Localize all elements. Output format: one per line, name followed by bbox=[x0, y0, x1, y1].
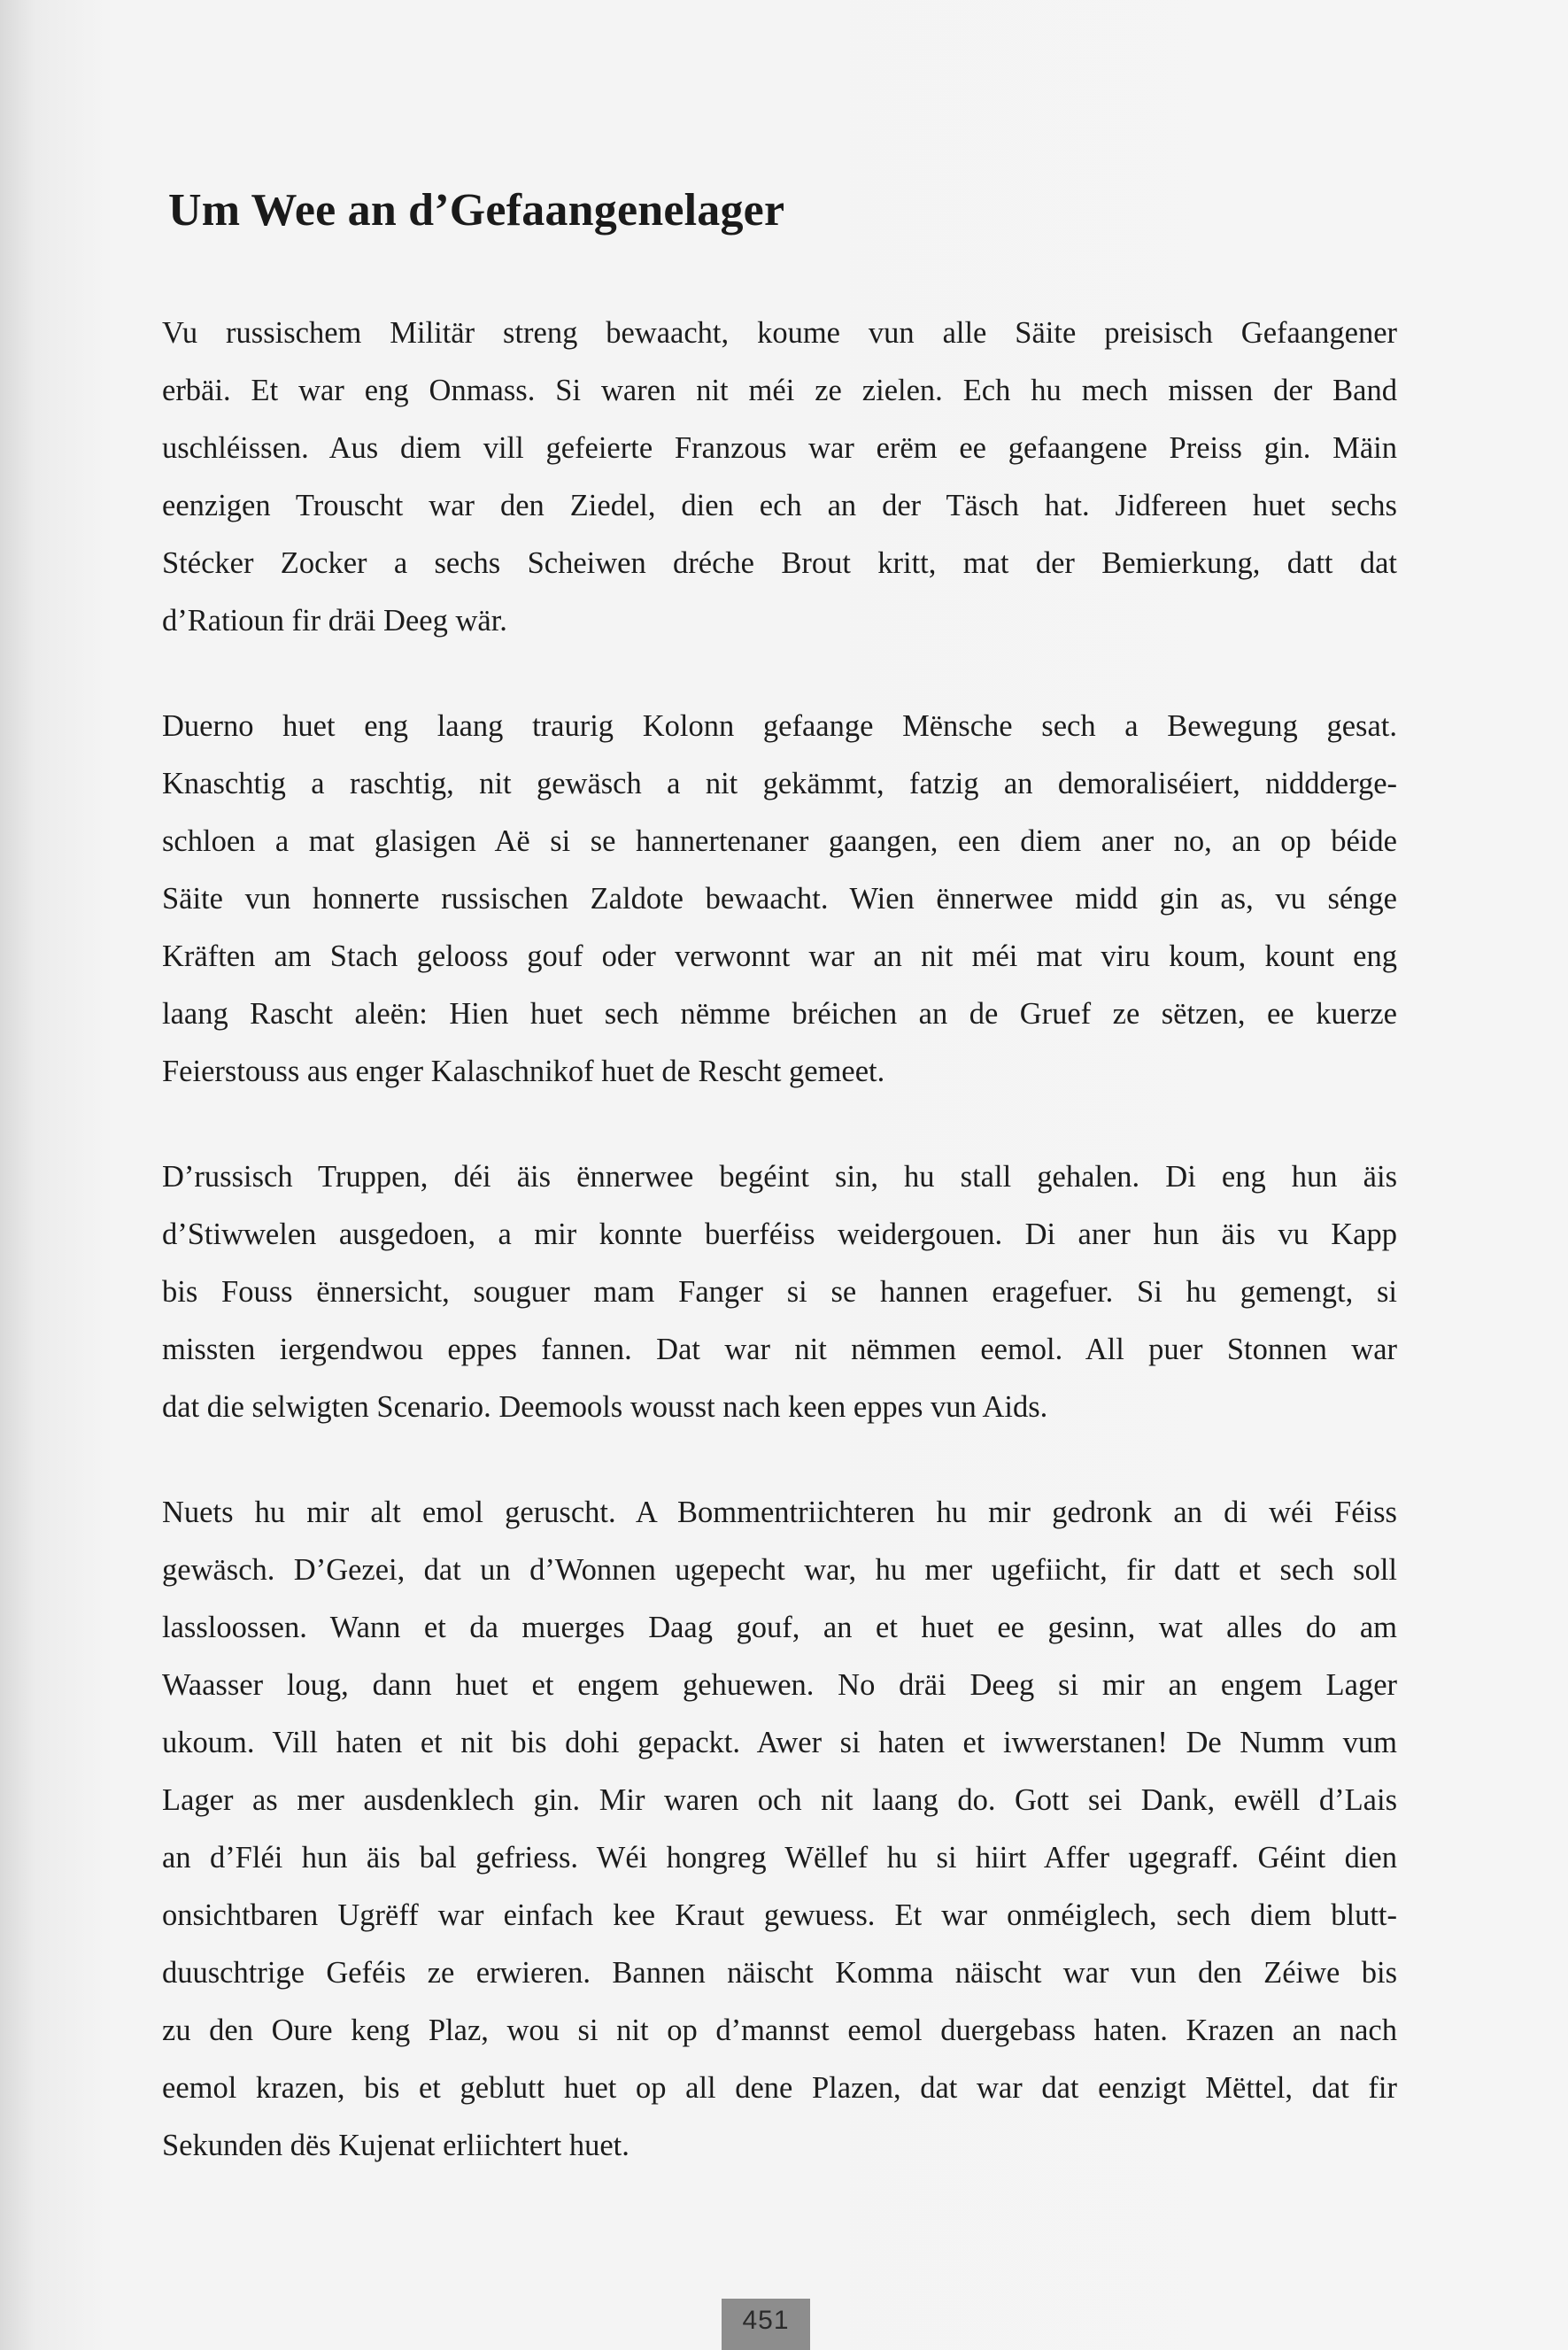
text-line: Knaschtig a raschtig, nit gewäsch a nit gekämmt, fatzig an demoraliséiert, niddderge- bbox=[162, 767, 1397, 800]
text-line: schloen a mat glasigen Aë si se hannertenaner gaangen, een diem aner no, an op béide bbox=[162, 824, 1397, 858]
text-line: erbäi. Et war eng Onmass. Si waren nit méi ze zielen. Ech hu mech missen der Band bbox=[162, 374, 1397, 407]
text-line: Nuets hu mir alt emol geruscht. A Bommentriichteren hu mir gedronk an di wéi Féiss bbox=[162, 1496, 1397, 1529]
text-line: missten iergendwou eppes fannen. Dat war nit nëmmen eemol. All puer Stonnen war bbox=[162, 1333, 1397, 1366]
text-line: laang Rascht aleën: Hien huet sech nëmme bréichen an de Gruef ze sëtzen, ee kuerze bbox=[162, 997, 1397, 1031]
text-line: ukoum. Vill haten et nit bis dohi gepackt. Awer si haten et iwwerstanen! De Numm vum bbox=[162, 1726, 1397, 1759]
text-line: d’Stiwwelen ausgedoen, a mir konnte buerféiss weidergouen. Di aner hun äis vu Kapp bbox=[162, 1218, 1397, 1251]
paragraph-2 bbox=[162, 698, 1397, 1101]
text-line: Kräften am Stach gelooss gouf oder verwonnt war an nit méi mat viru koum, kount eng bbox=[162, 939, 1397, 973]
text-line: eenzigen Trouscht war den Ziedel, dien ech an der Täsch hat. Jidfereen huet sechs bbox=[162, 489, 1397, 522]
chapter-title: Um Wee an d’Gefaangenelager bbox=[168, 185, 785, 236]
text-line: onsichtbaren Ugrëff war einfach kee Kraut gewuess. Et war onméiglech, sech diem blutt- bbox=[162, 1898, 1397, 1932]
text-line: Duerno huet eng laang traurig Kolonn gefaange Mënsche sech a Bewegung gesat. bbox=[162, 709, 1397, 743]
text-line: D’russisch Truppen, déi äis ënnerwee begéint sin, hu stall gehalen. Di eng hun äis bbox=[162, 1160, 1397, 1194]
paragraph-4 bbox=[162, 1484, 1397, 2175]
paragraph-1 bbox=[162, 305, 1397, 650]
text-line: d’Ratioun fir dräi Deeg wär. bbox=[162, 604, 507, 638]
text-line: Feierstouss aus enger Kalaschnikof huet de Rescht gemeet. bbox=[162, 1055, 885, 1088]
text-line: bis Fouss ënnersicht, souguer mam Fanger si se hannen eragefuer. Si hu gemengt, si bbox=[162, 1275, 1397, 1309]
text-line: gewäsch. D’Gezei, dat un d’Wonnen ugepecht war, hu mer ugefiicht, fir datt et sech soll bbox=[162, 1553, 1397, 1587]
text-line: Vu russischem Militär streng bewaacht, koume vun alle Säite preisisch Gefaangener bbox=[162, 316, 1397, 350]
text-line: duuschtrige Geféis ze erwieren. Bannen näischt Komma näischt war vun den Zéiwe bis bbox=[162, 1956, 1397, 1990]
text-line: Lager as mer ausdenklech gin. Mir waren och nit laang do. Gott sei Dank, ewëll d’Lais bbox=[162, 1783, 1397, 1817]
text-line: Sekunden dës Kujenat erliichtert huet. bbox=[162, 2129, 630, 2162]
text-line: Waasser loug, dann huet et engem gehuewen. No dräi Deeg si mir an engem Lager bbox=[162, 1668, 1397, 1702]
page-number-tab bbox=[722, 2299, 810, 2350]
text-line: uschléissen. Aus diem vill gefeierte Franzous war erëm ee gefaangene Preiss gin. Mäin bbox=[162, 431, 1397, 465]
text-line: lassloossen. Wann et da muerges Daag gouf, an et huet ee gesinn, wat alles do am bbox=[162, 1611, 1397, 1644]
text-line: eemol krazen, bis et geblutt huet op all dene Plazen, dat war dat eenzigt Mëttel, dat fir bbox=[162, 2071, 1397, 2105]
text-line: zu den Oure keng Plaz, wou si nit op d’mannst eemol duergebass haten. Krazen an nach bbox=[162, 2014, 1397, 2047]
body-text bbox=[162, 305, 1397, 2222]
paragraph-3 bbox=[162, 1148, 1397, 1436]
text-line: Säite vun honnerte russischen Zaldote bewaacht. Wien ënnerwee midd gin as, vu sénge bbox=[162, 882, 1397, 916]
text-line: Stécker Zocker a sechs Scheiwen dréche Brout kritt, mat der Bemierkung, datt dat bbox=[162, 546, 1397, 580]
text-line: dat die selwigten Scenario. Deemools wousst nach keen eppes vun Aids. bbox=[162, 1390, 1048, 1424]
text-line: an d’Fléi hun äis bal gefriess. Wéi hongreg Wëllef hu si hiirt Affer ugegraff. Géint dien bbox=[162, 1841, 1397, 1875]
page-number: 451 bbox=[742, 2306, 790, 2335]
